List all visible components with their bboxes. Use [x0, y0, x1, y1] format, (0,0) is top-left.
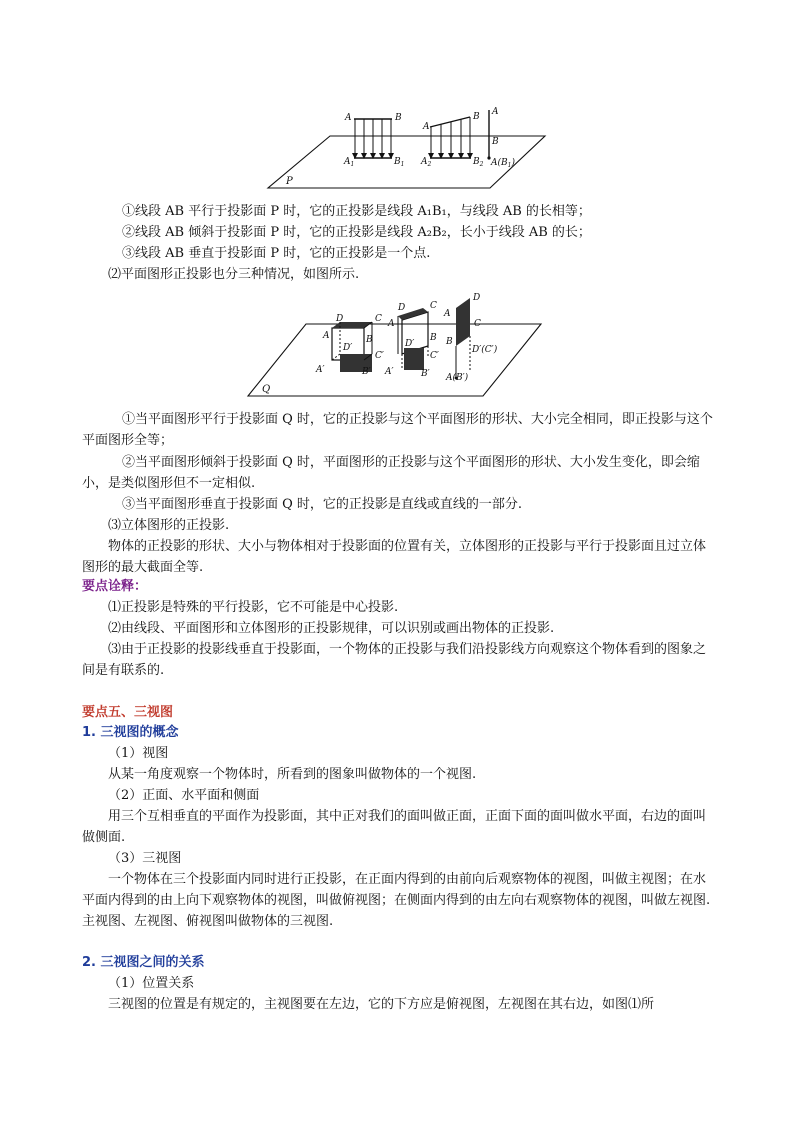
figure-plane-projection	[0, 290, 794, 410]
fig2-bp2: B′	[421, 369, 430, 379]
notes-heading: 要点诠释：	[82, 579, 148, 594]
label-a-tilt: A	[423, 122, 430, 132]
s1-h3: （3）三视图	[108, 851, 182, 866]
label-b-vert: B	[492, 137, 499, 147]
label-plane-p: P	[286, 176, 293, 187]
label-plane-q: Q	[262, 384, 271, 395]
fig2-cp1: C′	[375, 351, 384, 361]
s1-p2: 用三个互相垂直的平面作为投影面，其中正对我们的面叫做正面，正面下面的面叫做水平面，右边的面叫做侧面.	[82, 809, 707, 845]
label-a: A	[345, 113, 352, 123]
para1-item4: ⑵平面图形正投影也分三种情况，如图所示.	[108, 267, 360, 282]
label-b2: $B_2$	[473, 157, 484, 168]
s1-h1: （1）视图	[108, 746, 169, 761]
fig2-b1: B	[366, 335, 373, 345]
fig2-c3: C	[474, 319, 481, 329]
fig2-a2: A	[388, 319, 395, 329]
section5-sub2: 2. 三视图之间的关系	[82, 955, 205, 970]
para2-item2: ②当平面图形倾斜于投影面 Q 时，平面图形的正投影与这个平面图形的形状、大小发生变化，即会缩小，是类似图形但不一定相似.	[82, 455, 700, 491]
fig2-a1: A	[323, 331, 330, 341]
para2-item3: ③当平面图形垂直于投影面 Q 时，它的正投影是直线或直线的一部分.	[122, 497, 523, 512]
label-a-vert: A	[492, 107, 499, 117]
s1-p1: 从某一角度观察一个物体时，所看到的图象叫做物体的一个视图.	[108, 767, 477, 782]
fig2-d3: D	[473, 293, 481, 303]
fig2-ab3: A(B′)	[446, 373, 469, 383]
label-a1: $A_1$	[344, 157, 355, 168]
notes-n2: ⑵由线段、平面图形和立体图形的正投影规律，可以识别或画出物体的正投影.	[108, 621, 555, 636]
para2-item1: ①当平面图形平行于投影面 Q 时，它的正投影与这个平面图形的形状、大小完全相同，即正投影与这个平面图形全等；	[82, 412, 713, 448]
label-b-tilt: B	[473, 112, 480, 122]
para1-item2: ②线段 AB 倾斜于投影面 P 时，它的正投影是线段 A₂B₂，长小于线段 AB 的长；	[122, 225, 591, 240]
fig2-a3: A	[444, 309, 451, 319]
label-b: B	[395, 113, 402, 123]
fig2-bp1: B′	[362, 367, 371, 377]
para2-item4: ⑶立体图形的正投影.	[108, 518, 230, 533]
label-a-b1: $A(B_1)$	[491, 158, 515, 169]
label-b1: $B_1$	[394, 157, 405, 168]
fig2-b3: B	[446, 337, 453, 347]
fig2-c1: C	[375, 314, 382, 324]
fig2-dp1: D′	[343, 343, 353, 353]
s1-h2: （2）正面、水平面和侧面	[108, 788, 260, 803]
plane-q	[248, 324, 541, 396]
para2-item5: 物体的正投影的形状、大小与物体相对于投影面的位置有关，立体图形的正投影与平行于投影面且过立体图形的最大截面全等.	[82, 539, 707, 575]
para1-item3: ③线段 AB 垂直于投影面 P 时，它的正投影是一个点.	[122, 246, 431, 261]
s1-p3: 一个物体在三个投影面内同时进行正投影，在正面内得到的由前向后观察物体的视图，叫做主视图；在水平面内得到的由上向下观察物体的视图，叫做俯视图；在侧面内得到的由左向右观察物体的视图，叫做左视图. 主视图、左视图、俯视图叫做物体的三视图.	[82, 872, 711, 929]
fig2-dc3: D′(C′)	[472, 345, 498, 355]
fig2-c2: C	[430, 301, 437, 311]
notes-n1: ⑴正投影是特殊的平行投影，它不可能是中心投影.	[108, 600, 399, 615]
label-a2: $A_2$	[421, 157, 432, 168]
fig2-d1: D	[336, 314, 344, 324]
fig2-ap2: A′	[385, 367, 394, 377]
fig2-cp2: C′	[430, 351, 439, 361]
fig2-dp2: D′	[405, 339, 415, 349]
fig2-d2: D	[398, 303, 406, 313]
s2-h1: （1）位置关系	[108, 976, 195, 991]
fig2-ap1: A′	[316, 365, 325, 375]
section5-heading: 要点五、三视图	[82, 705, 174, 720]
para1-item1: ①线段 AB 平行于投影面 P 时，它的正投影是线段 A₁B₁，与线段 AB 的长相等；	[122, 204, 591, 219]
s2-p1: 三视图的位置是有规定的，主视图要在左边，它的下方应是俯视图，左视图在其右边，如图⑴所	[108, 997, 655, 1012]
fig2-b2: B	[430, 333, 437, 343]
section5-sub1: 1. 三视图的概念	[82, 725, 179, 740]
notes-n3: ⑶由于正投影的投影线垂直于投影面，一个物体的正投影与我们沿投影线方向观察这个物体看到的图象之间是有联系的.	[82, 642, 707, 678]
